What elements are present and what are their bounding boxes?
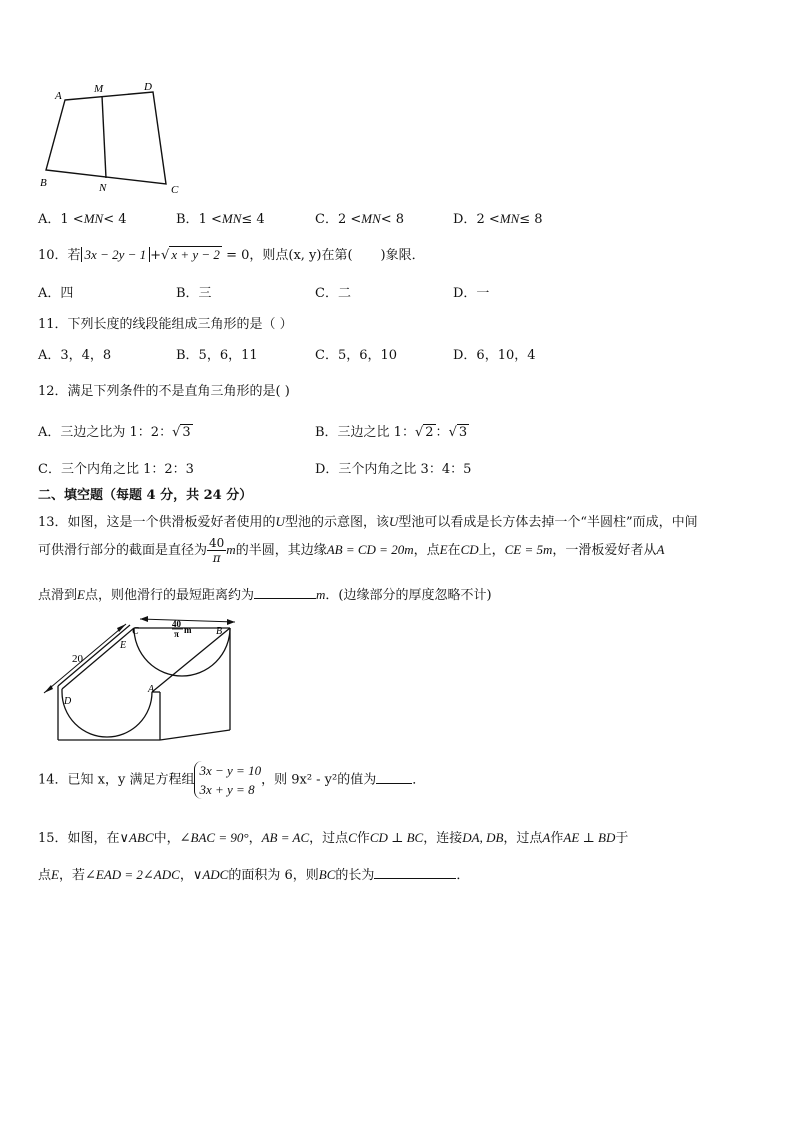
q10-stem	[38, 244, 425, 263]
q10-prefix: 10．若	[38, 248, 81, 263]
text: 中，	[153, 831, 180, 846]
equation: AB = CD = 20m	[326, 542, 414, 557]
option-expr: ≤ 8	[519, 212, 543, 227]
q10-abs-expr: 3x − 2y − 1	[81, 247, 151, 262]
fig-label-b: B	[216, 626, 223, 637]
q9-option-c[interactable]	[315, 208, 404, 227]
q10-suffix-2: )象限．	[380, 248, 425, 263]
triangle: ∨ABC	[119, 830, 154, 845]
text: ．	[412, 772, 426, 788]
equation: AB = AC	[261, 830, 310, 845]
q12-option-b[interactable]	[315, 421, 469, 440]
equation: ∠EAD = 2∠ADC	[84, 867, 180, 882]
equation: AE ⊥ BD	[563, 830, 616, 845]
q11-option-d[interactable]: D．6，10，4	[453, 348, 536, 363]
q10-plus: +	[150, 248, 162, 263]
text: 可供滑行部分的截面是直径为	[38, 543, 208, 558]
figure-label-b: B	[40, 177, 47, 189]
var-c: C	[348, 830, 357, 845]
q10-option-a[interactable]: A．四	[38, 286, 74, 301]
q11-option-a[interactable]: A．3，4，8	[38, 348, 112, 363]
fig-dim-unit: m	[184, 625, 192, 635]
option-text: A．三边之比为 1：2：	[38, 425, 173, 440]
option-expr: < 4	[103, 212, 127, 227]
answer-blank[interactable]	[374, 866, 456, 879]
q14-stem	[38, 761, 425, 799]
text: ，	[179, 868, 193, 883]
var-e: E	[77, 587, 85, 602]
denominator: π	[212, 551, 221, 565]
q12-stem: 12．满足下列条件的不是直角三角形的是( )	[38, 384, 290, 399]
radicand: 2	[425, 425, 434, 440]
q11-stem: 11．下列长度的线段能组成三角形的是（ ）	[38, 317, 293, 332]
equation: CD ⊥ BC	[369, 830, 424, 845]
u-pool-figure	[40, 612, 240, 747]
option-text: B．三边之比 1：	[315, 425, 415, 440]
text: 13．如图，这是一个供滑板爱好者使用的	[38, 515, 276, 530]
fig-dim-num: 40	[172, 619, 181, 629]
option-var: MN	[83, 211, 104, 226]
var-a: A	[542, 830, 551, 845]
quadrilateral-figure	[36, 78, 186, 200]
var-a: A	[656, 542, 665, 557]
sqrt-sign: √ 2	[414, 425, 434, 440]
option-expr: 2 <	[337, 212, 362, 227]
text: ，过点	[309, 831, 349, 846]
q10-equals: = 0	[221, 248, 250, 263]
text: ，则 9x² - y²的值为	[261, 772, 377, 788]
text: 的半圆，其边缘	[235, 543, 327, 558]
text: 14．已知 x，y 满足方程组	[38, 772, 195, 788]
text: 的面积为 6，则	[228, 868, 319, 883]
option-letter: A．	[38, 212, 61, 227]
var-cd: CD	[460, 542, 479, 557]
segments: DA, DB	[462, 830, 504, 845]
separator: ：	[435, 425, 449, 440]
fraction	[207, 536, 226, 565]
q11-option-b[interactable]: B．5，6，11	[176, 348, 258, 363]
option-letter: D．	[453, 212, 477, 227]
answer-blank[interactable]	[376, 771, 412, 784]
option-expr: < 8	[380, 212, 405, 227]
text: 型池的示意图，该	[284, 515, 389, 530]
equation-bottom: 3x + y = 8	[199, 782, 255, 797]
fig-label-c: C	[132, 626, 139, 637]
q12-option-c[interactable]: C．三个内角之比 1：2：3	[38, 462, 194, 477]
q10-option-c[interactable]: C．二	[315, 286, 351, 301]
var-bc: BC	[318, 867, 336, 882]
text: ，过点	[503, 831, 543, 846]
q10-option-b[interactable]: B．三	[176, 286, 212, 301]
q13-line-2	[38, 536, 664, 565]
radicand: 3	[182, 425, 191, 440]
fig-label-e: E	[120, 640, 127, 651]
option-expr: 1 <	[60, 212, 84, 227]
option-var: MN	[361, 211, 381, 226]
text: ，一滑板爱好者从	[552, 543, 657, 558]
var-e: E	[439, 542, 448, 557]
triangle: ∨ADC	[192, 867, 229, 882]
var-u: U	[275, 514, 285, 529]
q11-option-c[interactable]: C．5，6，10	[315, 348, 398, 363]
q9-option-b[interactable]	[176, 208, 265, 227]
q15-line-1	[38, 827, 628, 846]
fig-label-d: D	[64, 696, 72, 707]
option-var: MN	[499, 211, 520, 226]
q10-sqrt-expr: x + y − 2	[171, 247, 220, 262]
text: 的长为	[335, 868, 375, 883]
text: 作	[356, 831, 370, 846]
equation-system	[194, 761, 261, 799]
figure-label-n: N	[99, 182, 107, 194]
sqrt-sign: √ 3	[448, 425, 468, 440]
figure-label-c: C	[171, 184, 179, 196]
q10-option-d[interactable]: D．一	[453, 286, 490, 301]
equation: ∠BAC = 90°	[179, 830, 249, 845]
option-letter: B．	[176, 212, 199, 227]
option-letter: C．	[315, 212, 338, 227]
q9-option-a[interactable]	[38, 208, 126, 227]
text: 点滑到	[38, 588, 78, 603]
numerator: 40	[209, 536, 225, 550]
text: ，连接	[423, 831, 463, 846]
text: ．(边缘部分的厚度忽略不计)	[325, 588, 492, 603]
text: 作	[550, 831, 564, 846]
text: ．	[456, 868, 470, 883]
text: ，若	[58, 868, 85, 883]
text: 于	[615, 831, 629, 846]
option-var: MN	[221, 211, 242, 226]
q13-line-1	[38, 511, 698, 530]
fig-label-a: A	[148, 684, 155, 695]
var-u: U	[388, 514, 399, 529]
equation-top: 3x − y = 10	[199, 763, 262, 778]
equation: CE = 5m	[504, 542, 553, 557]
text: 点，则他滑行的最短距离约为	[84, 588, 254, 603]
text: 上，	[478, 543, 505, 558]
q10-suffix-1: ，则点(x, y)在第(	[249, 248, 353, 263]
q12-option-d[interactable]: D．三个内角之比 3：4：5	[315, 462, 472, 477]
q12-option-a[interactable]	[38, 421, 193, 440]
text: 在	[447, 543, 461, 558]
section-heading: 二、填空题（每题 4 分，共 24 分）	[38, 488, 253, 503]
sqrt-sign: √ x + y − 2	[161, 247, 220, 263]
figure-label-a: A	[55, 90, 62, 102]
option-expr: 2 <	[476, 212, 500, 227]
answer-blank[interactable]	[254, 586, 316, 599]
figure-label-d: D	[144, 81, 152, 93]
text: ，点	[413, 543, 440, 558]
unit: m	[226, 542, 236, 557]
sqrt-sign: √ 3	[172, 425, 191, 440]
radicand: 3	[458, 425, 468, 440]
fig-label-20: 20	[72, 653, 83, 665]
figure-label-m: M	[94, 83, 104, 95]
text: ，	[248, 831, 262, 846]
var-e: E	[51, 867, 59, 882]
unit: m	[315, 587, 326, 602]
option-expr: 1 <	[198, 212, 222, 227]
text: 点	[38, 868, 52, 883]
text: 型池可以看成是长方体去掉一个“半圆柱”而成，中间	[398, 515, 698, 530]
q13-line-3	[38, 584, 492, 603]
q15-line-2	[38, 864, 469, 883]
q9-option-d[interactable]	[453, 208, 543, 227]
text: 15．如图，在	[38, 831, 120, 846]
option-expr: ≤ 4	[241, 212, 265, 227]
fig-dim-den: π	[174, 629, 179, 639]
